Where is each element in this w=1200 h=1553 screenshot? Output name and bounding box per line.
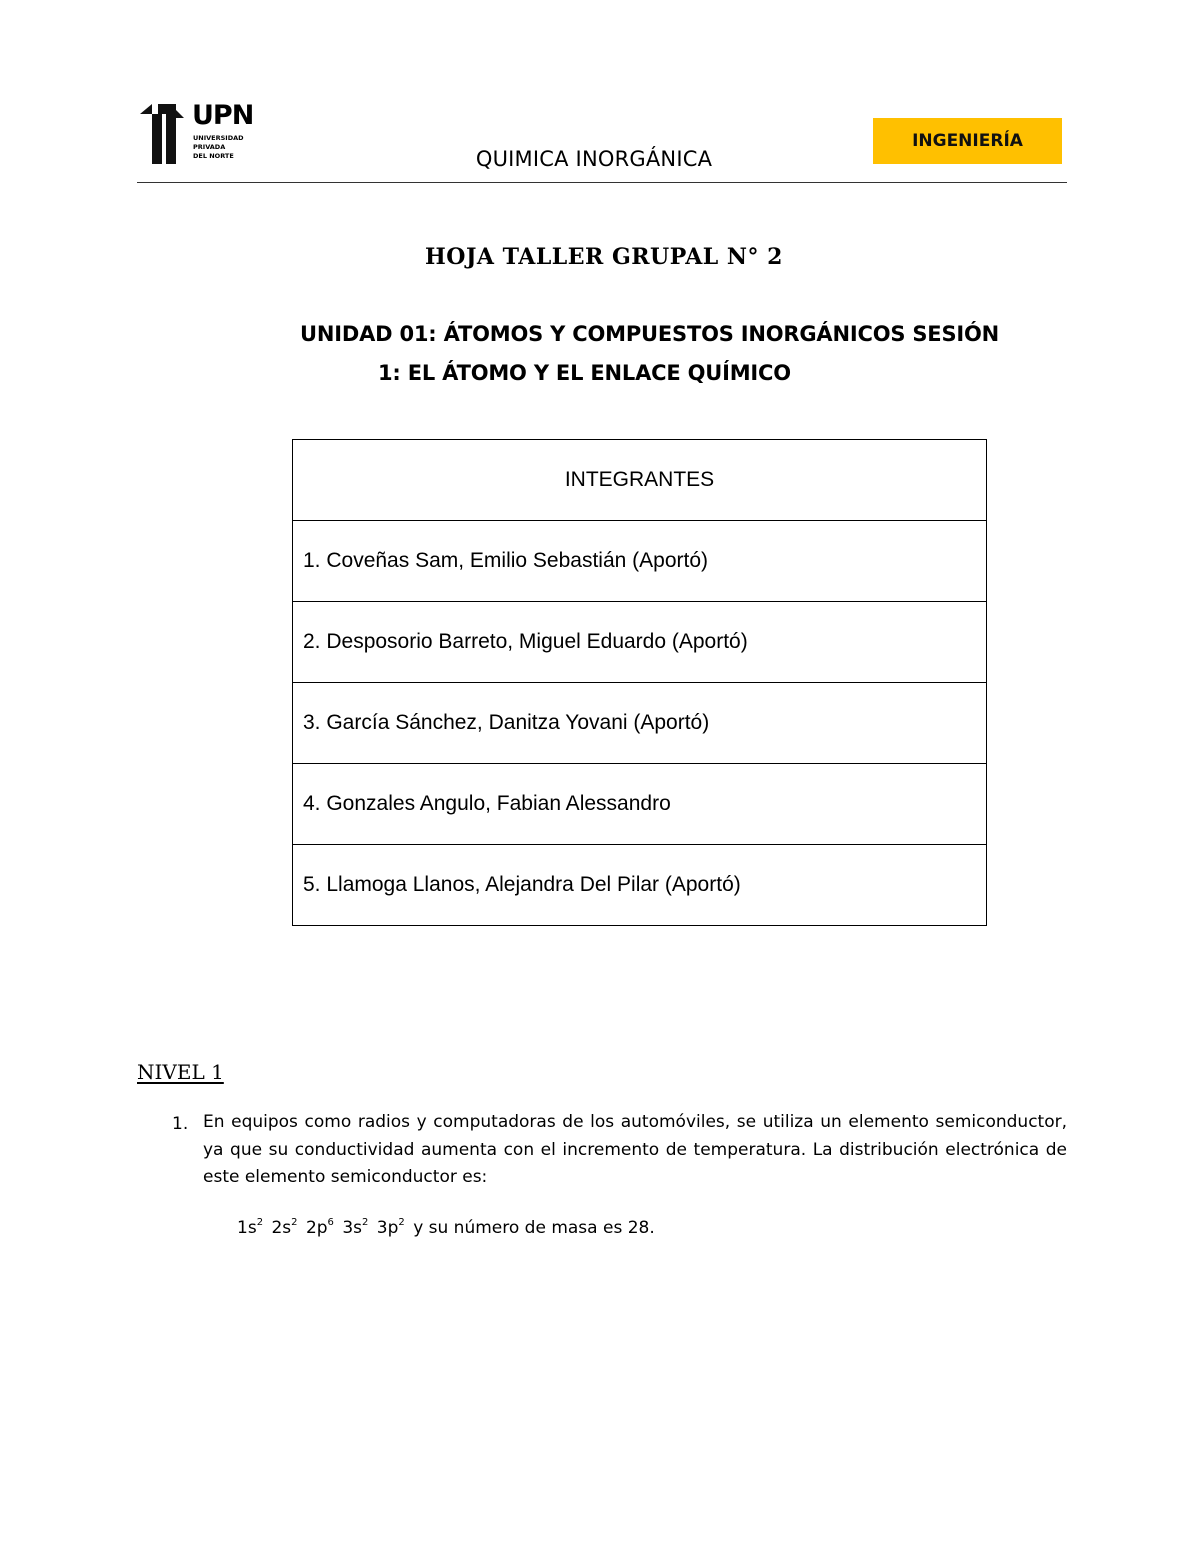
- config-orbital: 3p: [376, 1218, 399, 1238]
- level-title: NIVEL 1: [137, 1060, 224, 1084]
- question-text: En equipos como radios y computadoras de los automóviles, se utiliza un elemento semiconductor, ya que su conductividad aumenta con el incremento de temperatura. La distribución electrónica de este elemento semiconductor es:: [203, 1112, 1067, 1187]
- config-term: [342, 1218, 371, 1238]
- member-cell: 4. Gonzales Angulo, Fabian Alessandro: [293, 764, 987, 845]
- config-exponent: 6: [327, 1217, 334, 1228]
- table-header-cell: INTEGRANTES: [293, 440, 987, 521]
- table-header-row: [293, 440, 987, 521]
- table-row: [293, 683, 987, 764]
- config-orbital: 1s: [237, 1218, 257, 1238]
- config-exponent: 2: [398, 1217, 405, 1228]
- unit-heading-line-2: 1: EL ÁTOMO Y EL ENLACE QUÍMICO: [378, 361, 791, 385]
- config-exponent: 2: [256, 1217, 264, 1228]
- course-title: QUIMICA INORGÁNICA: [475, 147, 713, 171]
- unit-heading-line-1: UNIDAD 01: ÁTOMOS Y COMPUESTOS INORGÁNICOS SESIÓN: [300, 322, 1000, 346]
- config-orbital: 2p: [305, 1218, 328, 1238]
- config-term: [377, 1218, 408, 1238]
- config-exponent: 2: [362, 1217, 369, 1228]
- config-orbital: 2s: [271, 1218, 292, 1238]
- question-number: 1.: [172, 1114, 189, 1134]
- config-term: [237, 1218, 266, 1238]
- table-row: [293, 602, 987, 683]
- table-row: [293, 521, 987, 602]
- logo-sub-line: PRIVADA: [193, 143, 226, 151]
- electron-configuration: [237, 1217, 655, 1238]
- config-tail: y su número de masa es 28.: [413, 1218, 655, 1238]
- sheet-title: HOJA TALLER GRUPAL N° 2: [425, 244, 783, 270]
- member-cell: 1. Coveñas Sam, Emilio Sebastián (Aportó): [293, 521, 987, 602]
- table-row: [293, 845, 987, 926]
- config-term: [271, 1218, 300, 1238]
- config-exponent: 2: [291, 1217, 298, 1228]
- department-badge: INGENIERÍA: [873, 118, 1062, 164]
- table-row: [293, 764, 987, 845]
- logo-sub-line: UNIVERSIDAD: [193, 134, 244, 142]
- config-orbital: 3s: [342, 1218, 363, 1238]
- logo-wordmark: UPN: [192, 100, 254, 131]
- logo-sub-line: DEL NORTE: [193, 152, 234, 160]
- member-cell: 2. Desposorio Barreto, Miguel Eduardo (Aportó): [293, 602, 987, 683]
- header-divider: [137, 182, 1067, 183]
- member-cell: 5. Llamoga Llanos, Alejandra Del Pilar (Aportó): [293, 845, 987, 926]
- config-term: [306, 1218, 337, 1238]
- members-table: [292, 439, 987, 926]
- member-cell: 3. García Sánchez, Danitza Yovani (Aportó): [293, 683, 987, 764]
